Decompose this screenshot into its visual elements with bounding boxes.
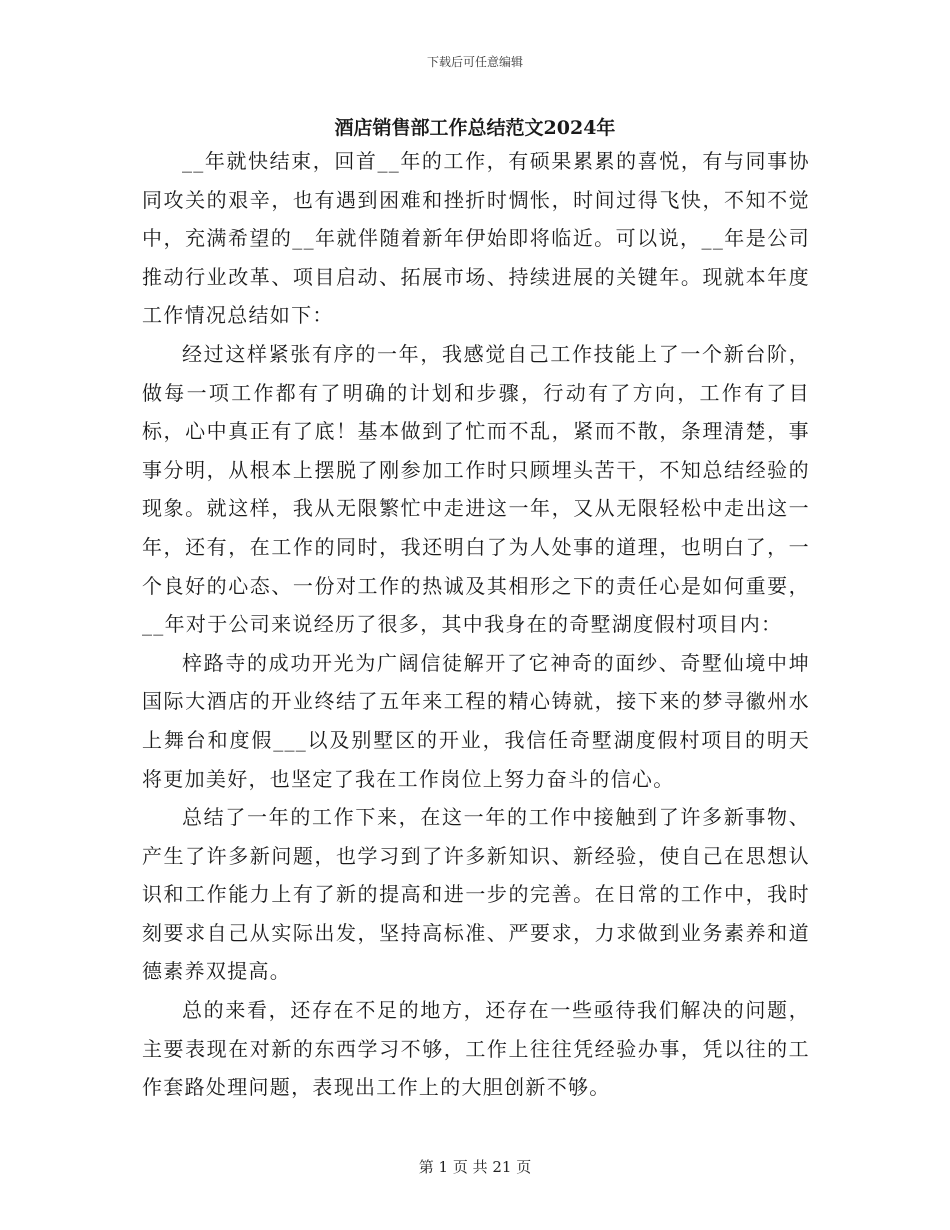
paragraph-1: __年就快结束，回首__年的工作，有硕果累累的喜悦，有与同事协同攻关的艰辛，也有遇到困难和挫折时惆怅，时间过得飞快，不知不觉中，充满希望的__年就伴随着新年伊始即将临近。可以说，__年是公司推动行业改革、项目启动、拓展市场、持续进展的关键年。现就本年度工作情况总结如下： <box>142 149 810 328</box>
paragraph-5: 总的来看，还存在不足的地方，还存在一些亟待我们解决的问题，主要表现在对新的东西学习不够，工作上往往凭经验办事，凭以往的工作套路处理问题，表现出工作上的大胆创新不够。 <box>142 998 810 1100</box>
document-title: 酒店销售部工作总结范文2024年 <box>334 117 616 139</box>
page-number: 第 1 页 共 21 页 <box>418 1158 532 1176</box>
document-body <box>142 142 810 1107</box>
paragraph-2: 经过这样紧张有序的一年，我感觉自己工作技能上了一个新台阶，做每一项工作都有了明确的计划和步骤，行动有了方向，工作有了目标，心中真正有了底！基本做到了忙而不乱，紧而不散，条理清楚，事事分明，从根本上摆脱了刚参加工作时只顾埋头苦干，不知总结经验的现象。就这样，我从无限繁忙中走进这一年，又从无限轻松中走出这一年，还有，在工作的同时，我还明白了为人处事的道理，也明白了，一个良好的心态、一份对工作的热诚及其相形之下的责任心是如何重要，__年对于公司来说经历了很多，其中我身在的奇墅湖度假村项目内： <box>142 341 810 637</box>
header-note: 下载后可任意编辑 <box>426 55 523 69</box>
paragraph-3: 梓路寺的成功开光为广阔信徒解开了它神奇的面纱、奇墅仙境中坤国际大酒店的开业终结了五年来工程的精心铸就，接下来的梦寻徽州水上舞台和度假___以及别墅区的开业，我信任奇墅湖度假村项目的明天将更加美好，也坚定了我在工作岗位上努力奋斗的信心。 <box>142 650 810 791</box>
paragraph-4: 总结了一年的工作下来，在这一年的工作中接触到了许多新事物、产生了许多新问题，也学习到了许多新知识、新经验，使自己在思想认识和工作能力上有了新的提高和进一步的完善。在日常的工作中，我时刻要求自己从实际出发，坚持高标准、严要求，力求做到业务素养和道德素养双提高。 <box>142 805 810 984</box>
